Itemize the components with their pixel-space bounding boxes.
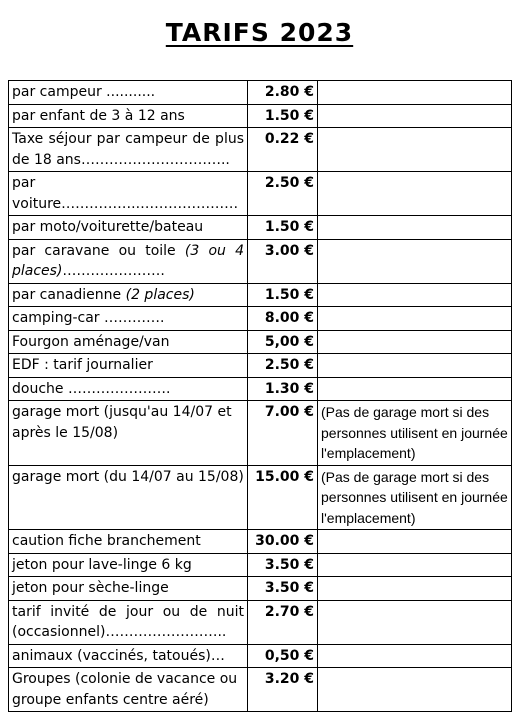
row-price: 0.22 € xyxy=(248,128,318,172)
tariff-table xyxy=(8,80,512,712)
row-price: 2.50 € xyxy=(248,354,318,378)
row-label: caution fiche branchement xyxy=(9,530,248,554)
row-note: (Pas de garage mort si des personnes utilisent en journée l'emplacement) xyxy=(318,401,512,466)
row-label: Taxe séjour par campeur de plus de 18 ans………………………….. xyxy=(9,128,248,172)
row-price: 30.00 € xyxy=(248,530,318,554)
row-note xyxy=(318,307,512,331)
table-row xyxy=(9,239,512,283)
row-label xyxy=(9,239,248,283)
table-row xyxy=(9,577,512,601)
row-label: Fourgon aménage/van xyxy=(9,330,248,354)
row-price: 1.50 € xyxy=(248,216,318,240)
table-row xyxy=(9,465,512,530)
row-price: 3.20 € xyxy=(248,668,318,712)
row-label: par voiture……………..………………… xyxy=(9,172,248,216)
row-label: jeton pour sèche-linge xyxy=(9,577,248,601)
row-price: 1.30 € xyxy=(248,377,318,401)
row-label-tail: …………………. xyxy=(62,263,165,279)
row-price: 8.00 € xyxy=(248,307,318,331)
page-title-text: TARIFS 2023 xyxy=(165,18,354,47)
table-row xyxy=(9,530,512,554)
row-note xyxy=(318,377,512,401)
row-label: par moto/voiturette/bateau xyxy=(9,216,248,240)
table-row xyxy=(9,216,512,240)
row-label: animaux (vaccinés, tatoués)… xyxy=(9,644,248,668)
row-price: 2.50 € xyxy=(248,172,318,216)
row-price: 3.50 € xyxy=(248,577,318,601)
row-note xyxy=(318,81,512,105)
row-label: tarif invité de jour ou de nuit (occasionnel)…………………….. xyxy=(9,600,248,644)
row-label-italic: (2 places) xyxy=(125,286,195,303)
row-note xyxy=(318,553,512,577)
row-note xyxy=(318,530,512,554)
row-label: garage mort (jusqu'au 14/07 et après le 15/08) xyxy=(9,401,248,466)
row-label: camping-car …………. xyxy=(9,307,248,331)
row-note xyxy=(318,172,512,216)
table-row xyxy=(9,401,512,466)
row-note xyxy=(318,354,512,378)
row-note xyxy=(318,283,512,307)
row-note xyxy=(318,668,512,712)
row-price: 2.70 € xyxy=(248,600,318,644)
row-price: 2.80 € xyxy=(248,81,318,105)
row-label: EDF : tarif journalier xyxy=(9,354,248,378)
row-note xyxy=(318,330,512,354)
table-row xyxy=(9,81,512,105)
row-note xyxy=(318,128,512,172)
row-label xyxy=(9,283,248,307)
row-label: garage mort (du 14/07 au 15/08) xyxy=(9,465,248,530)
table-row xyxy=(9,354,512,378)
row-label: par campeur ........... xyxy=(9,81,248,105)
row-note xyxy=(318,600,512,644)
row-label: jeton pour lave-linge 6 kg xyxy=(9,553,248,577)
row-label: par enfant de 3 à 12 ans xyxy=(9,104,248,128)
table-row xyxy=(9,644,512,668)
table-row xyxy=(9,283,512,307)
table-row xyxy=(9,600,512,644)
row-note xyxy=(318,239,512,283)
row-label: douche …………………. xyxy=(9,377,248,401)
table-row xyxy=(9,377,512,401)
table-row xyxy=(9,553,512,577)
row-note xyxy=(318,577,512,601)
row-price: 1.50 € xyxy=(248,104,318,128)
page-title xyxy=(0,18,519,47)
table-row xyxy=(9,330,512,354)
row-label-main: par canadienne xyxy=(12,286,126,303)
table-row xyxy=(9,668,512,712)
table-row xyxy=(9,172,512,216)
row-price: 1.50 € xyxy=(248,283,318,307)
table-row xyxy=(9,307,512,331)
row-price: 3.00 € xyxy=(248,239,318,283)
table-row xyxy=(9,104,512,128)
row-price: 15.00 € xyxy=(248,465,318,530)
row-price: 3.50 € xyxy=(248,553,318,577)
row-label-main: par caravane ou toile xyxy=(12,242,185,259)
table-row xyxy=(9,128,512,172)
row-note xyxy=(318,216,512,240)
row-price: 0,50 € xyxy=(248,644,318,668)
row-note xyxy=(318,104,512,128)
row-price: 7.00 € xyxy=(248,401,318,466)
row-label-italic: (3 ou 4 places) xyxy=(12,242,244,279)
row-label: Groupes (colonie de vacance ou groupe enfants centre aéré) xyxy=(9,668,248,712)
row-price: 5,00 € xyxy=(248,330,318,354)
row-note: (Pas de garage mort si des personnes utilisent en journée l'emplacement) xyxy=(318,465,512,530)
row-note xyxy=(318,644,512,668)
